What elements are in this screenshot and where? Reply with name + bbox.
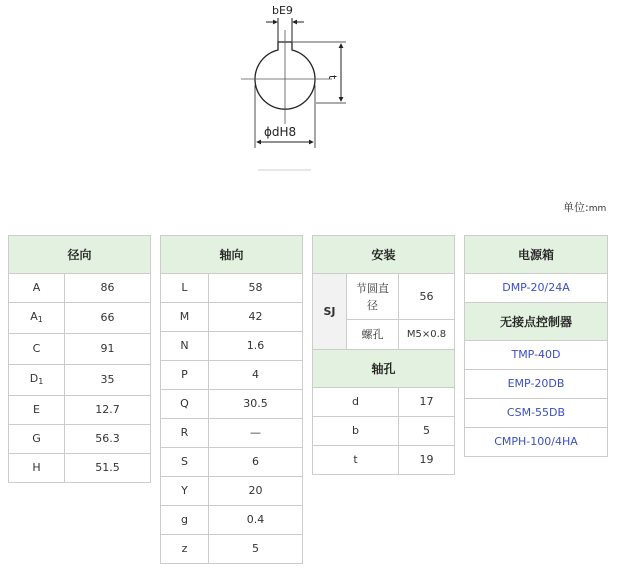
controller-model: CMPH-100/4HA xyxy=(465,428,608,457)
table-row xyxy=(9,365,151,396)
axial-value: 42 xyxy=(209,303,303,332)
unit-note: 单位:mm xyxy=(563,201,607,214)
axial-value: 4 xyxy=(209,361,303,390)
pitch-label: 节圆直径 xyxy=(347,274,399,320)
axial-value: 0.4 xyxy=(209,506,303,535)
pitch-value: 56 xyxy=(399,274,455,320)
axial-value: — xyxy=(209,419,303,448)
axial-key: P xyxy=(161,361,209,390)
axial-key: z xyxy=(161,535,209,564)
radial-table xyxy=(8,235,151,483)
list-item xyxy=(465,341,608,370)
radial-value: 56.3 xyxy=(65,425,151,454)
axial-key: M xyxy=(161,303,209,332)
screw-value: M5×0.8 xyxy=(399,320,455,350)
controller-model: EMP-20DB xyxy=(465,370,608,399)
radial-key: A xyxy=(9,274,65,303)
table-row xyxy=(313,417,455,446)
table-row xyxy=(9,396,151,425)
table-row xyxy=(161,303,303,332)
table-row xyxy=(161,506,303,535)
power-table xyxy=(464,235,608,457)
radial-key: H xyxy=(9,454,65,483)
controller-model: CSM-55DB xyxy=(465,399,608,428)
radial-key: $A_1$ xyxy=(9,303,65,334)
table-row xyxy=(161,361,303,390)
table-row xyxy=(9,425,151,454)
radial-value: 51.5 xyxy=(65,454,151,483)
axial-title: 轴向 xyxy=(161,236,303,274)
keyway-width-label: bE9 xyxy=(272,4,293,17)
radial-key: $D_1$ xyxy=(9,365,65,396)
keyway-depth-label: t xyxy=(326,75,339,80)
table-row xyxy=(9,454,151,483)
axial-key: S xyxy=(161,448,209,477)
bore-value: 17 xyxy=(399,388,455,417)
controller-title: 无接点控制器 xyxy=(465,303,608,341)
axial-value: 58 xyxy=(209,274,303,303)
radial-value: 66 xyxy=(65,303,151,334)
table-row xyxy=(161,390,303,419)
bore-value: 5 xyxy=(399,417,455,446)
table-row xyxy=(161,477,303,506)
table-row xyxy=(161,332,303,361)
axial-value: 1.6 xyxy=(209,332,303,361)
install-table xyxy=(312,235,455,475)
list-item xyxy=(465,428,608,457)
install-title: 安装 xyxy=(313,236,455,274)
bore-key: t xyxy=(313,446,399,475)
axial-value: 6 xyxy=(209,448,303,477)
radial-value: 12.7 xyxy=(65,396,151,425)
bore-key: d xyxy=(313,388,399,417)
table-row xyxy=(161,419,303,448)
axial-key: N xyxy=(161,332,209,361)
radial-title: 径向 xyxy=(9,236,151,274)
axial-key: Y xyxy=(161,477,209,506)
axial-key: L xyxy=(161,274,209,303)
table-row xyxy=(313,274,455,320)
axial-key: R xyxy=(161,419,209,448)
bore-diameter-label: ϕdH8 xyxy=(264,125,297,139)
table-row xyxy=(9,303,151,334)
table-row xyxy=(313,388,455,417)
list-item xyxy=(465,274,608,303)
power-title: 电源箱 xyxy=(465,236,608,274)
bore-key: b xyxy=(313,417,399,446)
axial-key: Q xyxy=(161,390,209,419)
power-model: DMP-20/24A xyxy=(465,274,608,303)
table-row xyxy=(161,535,303,564)
list-item xyxy=(465,399,608,428)
table-row xyxy=(161,448,303,477)
shaft-bore-diagram xyxy=(236,0,366,176)
radial-value: 91 xyxy=(65,334,151,365)
controller-model: TMP-40D xyxy=(465,341,608,370)
axial-value: 5 xyxy=(209,535,303,564)
axial-value: 30.5 xyxy=(209,390,303,419)
bore-title: 轴孔 xyxy=(313,350,455,388)
radial-value: 35 xyxy=(65,365,151,396)
table-row xyxy=(9,274,151,303)
install-group: SJ xyxy=(313,274,347,350)
table-row xyxy=(313,446,455,475)
table-row xyxy=(9,334,151,365)
screw-label: 螺孔 xyxy=(347,320,399,350)
axial-table xyxy=(160,235,303,564)
table-row xyxy=(161,274,303,303)
radial-key: E xyxy=(9,396,65,425)
radial-key: G xyxy=(9,425,65,454)
radial-value: 86 xyxy=(65,274,151,303)
axial-value: 20 xyxy=(209,477,303,506)
axial-key: g xyxy=(161,506,209,535)
list-item xyxy=(465,370,608,399)
bore-value: 19 xyxy=(399,446,455,475)
radial-key: C xyxy=(9,334,65,365)
